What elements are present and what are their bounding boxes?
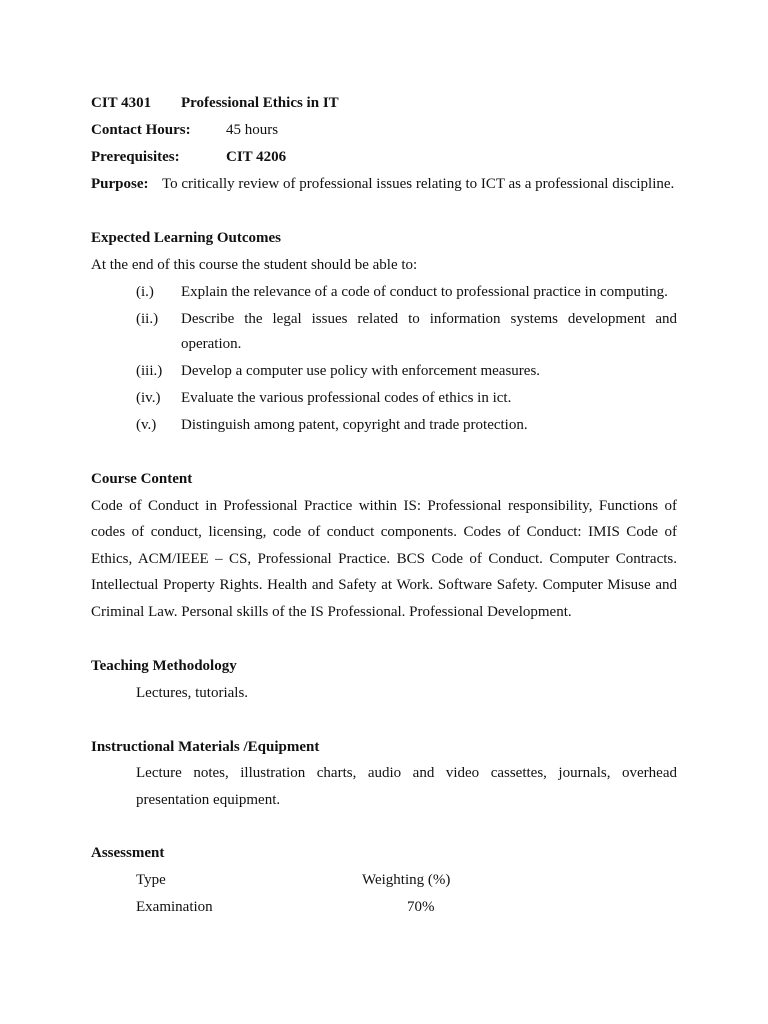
materials-line: presentation equipment. xyxy=(136,792,281,808)
assessment-heading: Assessment xyxy=(91,845,165,861)
teaching-heading: Teaching Methodology xyxy=(91,658,237,674)
materials-line: Lecture notes, illustration charts, audio and video cassettes, journals, overhead xyxy=(136,765,677,781)
course-content-line: Ethics, ACM/IEEE – CS, Professional Practice. BCS Code of Conduct. Computer Contracts. xyxy=(91,551,677,567)
assessment-row-weight: 70% xyxy=(407,899,435,915)
purpose-label: Purpose: xyxy=(91,176,149,192)
outcome-text: Describe the legal issues related to information systems development and xyxy=(181,311,677,327)
materials-heading: Instructional Materials /Equipment xyxy=(91,739,320,755)
outcome-number: (iii.) xyxy=(136,363,163,379)
teaching-text: Lectures, tutorials. xyxy=(136,685,249,701)
assessment-col-type: Type xyxy=(136,872,166,888)
course-content-line: codes of conduct, licensing, code of conduct components. Codes of Conduct: IMIS Code of xyxy=(91,524,677,540)
course-content-line: Code of Conduct in Professional Practice within IS: Professional responsibility, Functions of xyxy=(91,498,677,514)
course-content-line: Criminal Law. Personal skills of the IS Professional. Professional Development. xyxy=(91,604,572,620)
outcome-number: (iv.) xyxy=(136,390,161,406)
assessment-col-weight: Weighting (%) xyxy=(362,872,451,888)
course-title: Professional Ethics in IT xyxy=(181,95,339,111)
outcome-text-continued: operation. xyxy=(181,336,242,352)
prerequisites-label: Prerequisites: xyxy=(91,149,180,165)
outcomes-heading: Expected Learning Outcomes xyxy=(91,230,281,246)
outcome-text: Explain the relevance of a code of conduct to professional practice in computing. xyxy=(181,284,668,300)
outcomes-intro: At the end of this course the student should be able to: xyxy=(91,257,418,273)
contact-hours-value: 45 hours xyxy=(226,122,279,138)
purpose-text: To critically review of professional issues relating to ICT as a professional discipline. xyxy=(162,176,675,192)
course-content-line: Intellectual Property Rights. Health and Safety at Work. Software Safety. Computer Misuse and xyxy=(91,577,677,593)
course-code: CIT 4301 xyxy=(91,95,152,111)
contact-hours-label: Contact Hours: xyxy=(91,122,191,138)
outcome-number: (i.) xyxy=(136,284,154,300)
assessment-row-type: Examination xyxy=(136,899,213,915)
prerequisites-value: CIT 4206 xyxy=(226,149,287,165)
outcome-text: Develop a computer use policy with enforcement measures. xyxy=(181,363,541,379)
outcome-number: (ii.) xyxy=(136,311,159,327)
outcome-number: (v.) xyxy=(136,417,157,433)
outcome-text: Distinguish among patent, copyright and trade protection. xyxy=(181,417,528,433)
course-content-heading: Course Content xyxy=(91,471,193,487)
outcome-text: Evaluate the various professional codes of ethics in ict. xyxy=(181,390,512,406)
